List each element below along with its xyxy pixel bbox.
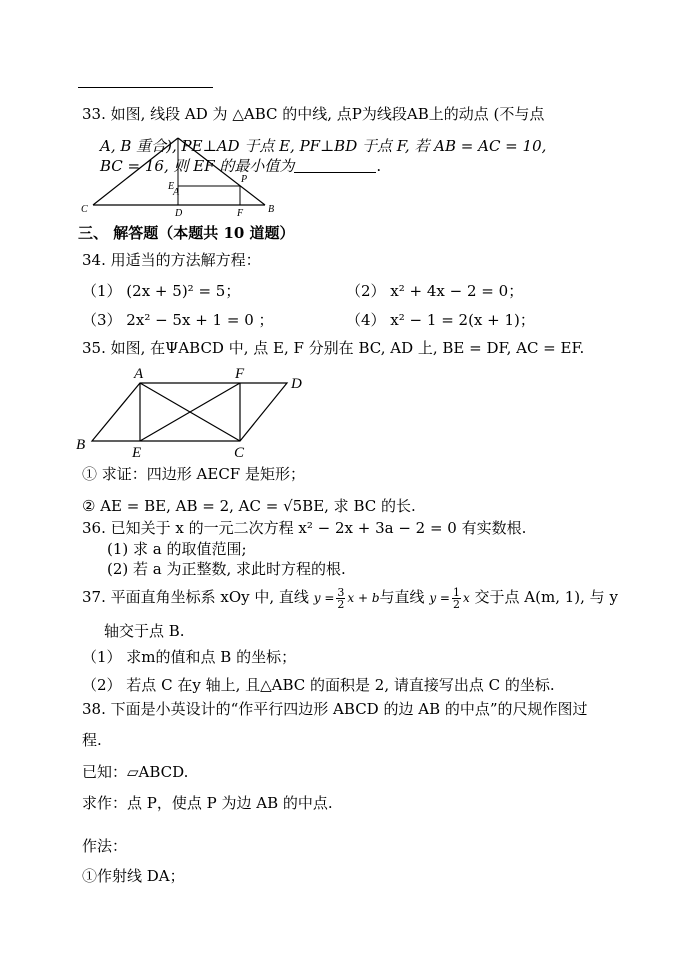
q35-parallelogram-figure [70,363,310,459]
q35-label-d: D [291,376,302,392]
q33-line1: 33. 如图, 线段 AD 为 △ABC 的中线, 点P为线段AB上的动点 (不与点 [82,105,545,123]
q34-part4: （4） x² − 1 = 2(x + 1)； [346,311,535,329]
q35-label-a: A [134,366,144,382]
q33-line3-text: BC = 16, 则 EF 的最小值为 [100,157,295,175]
q37-stem-part-a: 37. 平面直角坐标系 xOy 中, 直线 [82,588,309,606]
q38-known: 已知：▱ABCD. [82,763,189,781]
q34-part2: （2） x² + 4x − 2 = 0； [346,282,524,300]
q33-label-p: P [241,174,248,185]
q35-label-c: C [234,445,245,459]
q33-line2: A, B 重合), PE⊥AD 于点 E, PF⊥BD 于点 F, 若 AB = AC = 10, [100,137,547,155]
q36-part2: (2) 若 a 为正整数, 求此时方程的根. [107,560,346,578]
q37-line1-frac-num: 3 [337,585,345,599]
q37-line2-frac-den: 2 [452,597,460,611]
q35-label-e: E [132,445,142,459]
q38-stem-line1: 38. 下面是小英设计的“作平行四边形 ABCD 的边 AB 的中点”的尺规作图过 [82,700,588,718]
q37-line2-fraction [452,587,461,610]
q37-line2-rest: x [462,591,470,605]
q37-line2-frac-num: 1 [452,585,460,599]
q33-triangle-figure [75,134,285,220]
q38-method: 作法： [82,837,128,855]
q33-label-b: B [268,204,275,215]
q34-part3: （3） 2x² − 5x + 1 = 0 ； [82,311,274,329]
q33-perpendiculars [178,186,240,205]
q33-segment-ca [93,138,178,205]
q35-label-b: B [76,437,86,453]
top-rule [78,87,213,88]
q33-answer-blank [294,158,376,173]
q33-label-c: C [81,204,88,215]
q37-stem-part-c: 交于点 A(m, 1), 与 y [474,588,618,606]
q37-part1: （1） 求m的值和点 B 的坐标； [82,648,297,666]
q37-stem-part-b: 与直线 [379,588,425,606]
q37-line1-frac-den: 2 [337,597,345,611]
q37-line1-y: y = [313,591,335,605]
q33-segment-ab [178,138,265,205]
q34-part1: （1） (2x + 5)² = 5； [82,282,241,300]
q36-part1: (1) 求 a 的取值范围; [107,540,247,558]
q35-label-f: F [235,366,245,382]
q35-part1: ① 求证：四边形 AECF 是矩形； [82,465,305,483]
q37-line1-fraction [336,587,345,610]
q38-step1: ①作射线 DA； [82,867,185,885]
q37-stem [82,585,618,610]
q37-line1-rest: x + b [347,591,380,605]
q33-label-d: D [175,208,183,219]
q38-task: 求作：点 P，使点 P 为边 AB 的中点. [82,794,333,812]
q38-stem-line2: 程. [82,731,102,749]
section-heading: 三、 解答题（本题共 10 道题） [78,224,295,242]
q33-line3-end: . [376,157,382,175]
q34-stem: 34. 用适当的方法解方程： [82,251,261,269]
q33-label-f: F [237,208,244,219]
q37-part2: （2） 若点 C 在y 轴上, 且△ABC 的面积是 2, 请直接写出点 C 的坐标. [82,676,555,694]
q37-stem-cont: 轴交于点 B. [104,622,185,640]
q35-part2: ② AE = BE, AB = 2, AC = √5BE, 求 BC 的长. [82,497,416,515]
q33-label-e: E [168,181,175,192]
q37-line2-y: y = [429,591,450,605]
q36-stem: 36. 已知关于 x 的一元二次方程 x² − 2x + 3a − 2 = 0 有实数根. [82,519,527,537]
q35-stem: 35. 如图, 在ΨABCD 中, 点 E, F 分别在 BC, AD 上, BE = DF, AC = EF. [82,339,585,357]
q33-label-a: A [173,187,180,198]
